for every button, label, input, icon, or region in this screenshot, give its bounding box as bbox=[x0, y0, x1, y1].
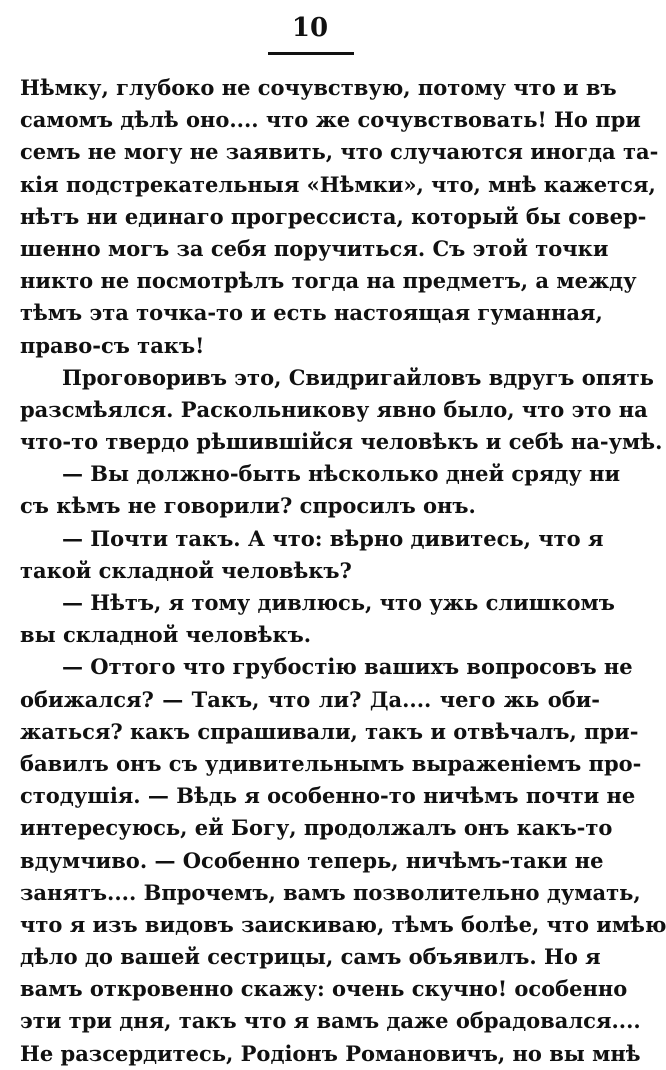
page-text bbox=[20, 72, 666, 1070]
text-line: — Вы должно-быть нѣсколько дней сряду ни bbox=[62, 461, 621, 487]
text-line: что я изъ видовъ заискиваю, тѣмъ болѣе, что имѣю bbox=[20, 911, 666, 937]
text-line: вдумчиво. — Особенно теперь, ничѣмъ-таки не bbox=[20, 847, 604, 873]
header-rule bbox=[268, 52, 354, 55]
text-line: бавилъ онъ съ удивительнымъ выраженіемъ про- bbox=[20, 750, 642, 776]
text-line: такой складной человѣкъ? bbox=[20, 557, 352, 583]
text-line: дѣло до вашей сестрицы, самъ объявилъ. Но я bbox=[20, 944, 601, 970]
text-line: — Оттого что грубостію вашихъ вопросовъ не bbox=[62, 654, 633, 680]
text-line: съ кѣмъ не говорили? спросилъ онъ. bbox=[20, 493, 476, 519]
text-line: эти три дня, такъ что я вамъ даже обрадовался.... bbox=[20, 1008, 641, 1034]
text-line: право-съ такъ! bbox=[20, 332, 205, 358]
text-line: вы складной человѣкъ. bbox=[20, 622, 312, 648]
text-line: что-то твердо рѣшившійся человѣкъ и себѣ на-умѣ. bbox=[20, 429, 663, 455]
text-line: Не разсердитесь, Родіонъ Романовичъ, но вы мнѣ bbox=[20, 1040, 641, 1066]
text-line: семъ не могу не заявить, что случаются иногда та- bbox=[20, 139, 659, 165]
text-line: вамъ откровенно скажу: очень скучно! особенно bbox=[20, 976, 628, 1002]
text-line: стодушія. — Вѣдь я особенно-то ничѣмъ почти не bbox=[20, 783, 636, 809]
text-line: самомъ дѣлѣ оно.... что же сочувствовать! Но при bbox=[20, 107, 641, 133]
text-line: Нѣмку, глубоко не сочувствую, потому что и въ bbox=[20, 75, 617, 100]
text-line: кія подстрекательныя «Нѣмки», что, мнѣ кажется, bbox=[20, 171, 656, 197]
text-line: нѣтъ ни единаго прогрессиста, который бы совер- bbox=[20, 203, 647, 229]
text-line: — Нѣтъ, я тому дивлюсь, что ужь слишкомъ bbox=[62, 590, 615, 615]
page-number: 10 bbox=[291, 13, 329, 43]
text-line: — Почти такъ. А что: вѣрно дивитесь, что я bbox=[62, 525, 604, 551]
text-line: разсмѣялся. Раскольникову явно было, что это на bbox=[20, 396, 648, 422]
text-line: интересуюсь, ей Богу, продолжалъ онъ какъ-то bbox=[20, 815, 613, 841]
text-line: обижался? — Такъ, что ли? Да.... чего жь оби- bbox=[20, 686, 600, 712]
text-line: шенно могъ за себя поручиться. Съ этой точки bbox=[20, 235, 609, 261]
text-line: жаться? какъ спрашивали, такъ и отвѣчалъ, при- bbox=[20, 718, 639, 744]
text-line: никто не посмотрѣлъ тогда на предметъ, а между bbox=[20, 268, 637, 294]
text-line: занятъ.... Впрочемъ, вамъ позволительно думать, bbox=[20, 879, 641, 905]
text-line: тѣмъ эта точка-то и есть настоящая гуманная, bbox=[20, 300, 603, 326]
text-line: Проговоривъ это, Свидригайловъ вдругъ опять bbox=[62, 364, 654, 390]
